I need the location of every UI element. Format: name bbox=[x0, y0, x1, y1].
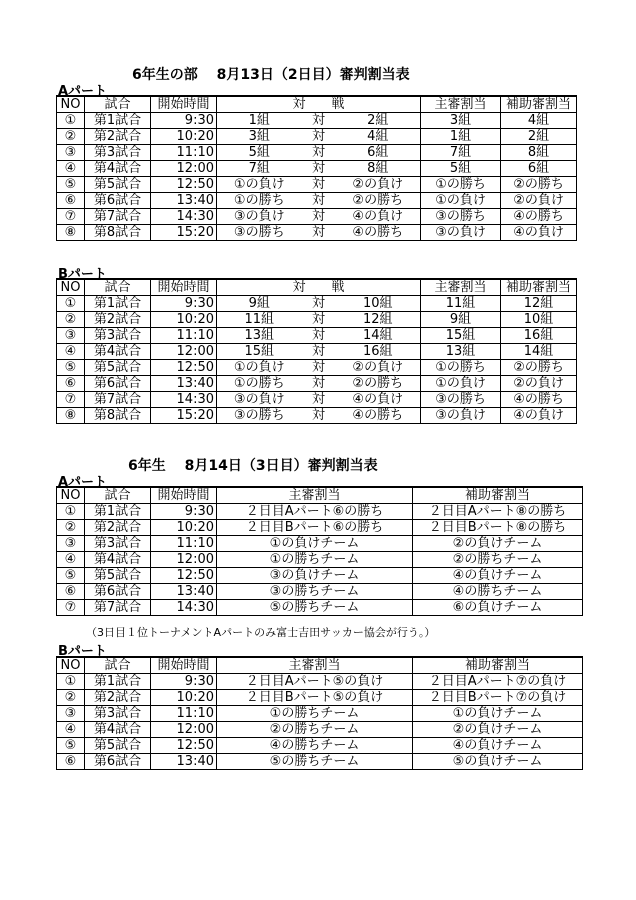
day2-partb-table bbox=[56, 278, 577, 424]
row-vs: 対 bbox=[302, 392, 336, 408]
row-game: 第6試合 bbox=[85, 193, 151, 209]
row-team1: 9組 bbox=[217, 296, 302, 312]
row-team2: ④の負け bbox=[336, 392, 421, 408]
row-start-time: 9:30 bbox=[151, 113, 217, 129]
row-no: ⑥ bbox=[57, 754, 85, 770]
row-main-referee: ③の負け bbox=[421, 408, 501, 424]
row-no: ④ bbox=[57, 722, 85, 738]
header-no: NO bbox=[57, 279, 85, 296]
row-main-referee: 5組 bbox=[421, 161, 501, 177]
row-vs: 対 bbox=[302, 113, 336, 129]
row-game: 第3試合 bbox=[85, 706, 151, 722]
row-assistant-referee: ②の負け bbox=[501, 376, 577, 392]
row-assistant-referee: ⑥の負けチーム bbox=[413, 600, 583, 616]
row-assistant-referee: ②の負けチーム bbox=[413, 536, 583, 552]
table-row bbox=[57, 674, 583, 690]
header-start-time: 開始時間 bbox=[151, 657, 217, 674]
row-game: 第2試合 bbox=[85, 129, 151, 145]
day3-title: 6年生 8月14日（3日目）審判割当表 bbox=[128, 458, 378, 474]
row-team2: ④の勝ち bbox=[336, 408, 421, 424]
row-main-referee: ①の勝ち bbox=[421, 177, 501, 193]
day3-partb-table bbox=[56, 656, 583, 770]
row-main-referee: ⑤の勝ちチーム bbox=[217, 754, 413, 770]
row-main-referee: 9組 bbox=[421, 312, 501, 328]
table-row bbox=[57, 129, 577, 145]
row-vs: 対 bbox=[302, 161, 336, 177]
row-no: ⑤ bbox=[57, 177, 85, 193]
row-start-time: 13:40 bbox=[151, 193, 217, 209]
table-row bbox=[57, 113, 577, 129]
table-row bbox=[57, 520, 583, 536]
row-no: ③ bbox=[57, 328, 85, 344]
row-team1: 3組 bbox=[217, 129, 302, 145]
table-row bbox=[57, 706, 583, 722]
row-main-referee: ２日目Bパート⑤の負け bbox=[217, 690, 413, 706]
row-start-time: 10:20 bbox=[151, 129, 217, 145]
day2-title: 6年生の部 8月13日（2日目）審判割当表 bbox=[132, 67, 410, 83]
row-team1: 15組 bbox=[217, 344, 302, 360]
row-no: ⑧ bbox=[57, 408, 85, 424]
table-row bbox=[57, 376, 577, 392]
row-main-referee: 13組 bbox=[421, 344, 501, 360]
row-main-referee: ①の勝ち bbox=[421, 360, 501, 376]
row-assistant-referee: ２日目Bパート⑧の勝ち bbox=[413, 520, 583, 536]
row-game: 第7試合 bbox=[85, 600, 151, 616]
row-start-time: 9:30 bbox=[151, 504, 217, 520]
table-row bbox=[57, 177, 577, 193]
table-row bbox=[57, 722, 583, 738]
row-main-referee: ③の勝ち bbox=[421, 209, 501, 225]
row-start-time: 15:20 bbox=[151, 225, 217, 241]
table-row bbox=[57, 504, 583, 520]
table-row bbox=[57, 408, 577, 424]
row-game: 第3試合 bbox=[85, 328, 151, 344]
row-team1: 5組 bbox=[217, 145, 302, 161]
row-assistant-referee: ④の負け bbox=[501, 225, 577, 241]
row-start-time: 12:00 bbox=[151, 344, 217, 360]
header-game: 試合 bbox=[85, 487, 151, 504]
row-main-referee: ②の勝ちチーム bbox=[217, 722, 413, 738]
row-main-referee: ①の負けチーム bbox=[217, 536, 413, 552]
day3-parta-note: （3日目１位トーナメントAパートのみ富士吉田サッカー協会が行う。） bbox=[86, 626, 436, 639]
table-row bbox=[57, 536, 583, 552]
row-game: 第2試合 bbox=[85, 690, 151, 706]
row-vs: 対 bbox=[302, 129, 336, 145]
row-start-time: 11:10 bbox=[151, 706, 217, 722]
row-assistant-referee: 16組 bbox=[501, 328, 577, 344]
table-row bbox=[57, 600, 583, 616]
header-start-time: 開始時間 bbox=[151, 487, 217, 504]
row-main-referee: ⑤の勝ちチーム bbox=[217, 600, 413, 616]
row-team2: ②の勝ち bbox=[336, 376, 421, 392]
row-team1: ①の勝ち bbox=[217, 193, 302, 209]
row-main-referee: ③の負け bbox=[421, 225, 501, 241]
row-assistant-referee: ④の勝ち bbox=[501, 209, 577, 225]
row-no: ② bbox=[57, 312, 85, 328]
row-main-referee: ２日目Bパート⑥の勝ち bbox=[217, 520, 413, 536]
row-no: ① bbox=[57, 296, 85, 312]
row-main-referee: ２日目Aパート⑤の負け bbox=[217, 674, 413, 690]
day2-parta-table bbox=[56, 95, 577, 241]
header-no: NO bbox=[57, 487, 85, 504]
row-main-referee: 1組 bbox=[421, 129, 501, 145]
table-row bbox=[57, 145, 577, 161]
row-team1: ①の勝ち bbox=[217, 376, 302, 392]
row-no: ② bbox=[57, 520, 85, 536]
row-team2: 8組 bbox=[336, 161, 421, 177]
row-start-time: 12:50 bbox=[151, 568, 217, 584]
row-assistant-referee: ⑤の負けチーム bbox=[413, 754, 583, 770]
row-vs: 対 bbox=[302, 360, 336, 376]
row-no: ③ bbox=[57, 145, 85, 161]
row-assistant-referee: ④の負けチーム bbox=[413, 568, 583, 584]
row-main-referee: ③の勝ち bbox=[421, 392, 501, 408]
row-team2: 12組 bbox=[336, 312, 421, 328]
row-start-time: 12:50 bbox=[151, 177, 217, 193]
table-row bbox=[57, 296, 577, 312]
row-start-time: 14:30 bbox=[151, 600, 217, 616]
header-assistant-referee: 補助審割当 bbox=[413, 657, 583, 674]
row-start-time: 13:40 bbox=[151, 754, 217, 770]
row-start-time: 9:30 bbox=[151, 296, 217, 312]
row-game: 第5試合 bbox=[85, 568, 151, 584]
table-row bbox=[57, 209, 577, 225]
row-team2: 16組 bbox=[336, 344, 421, 360]
header-no: NO bbox=[57, 96, 85, 113]
row-team2: 14組 bbox=[336, 328, 421, 344]
row-main-referee: 15組 bbox=[421, 328, 501, 344]
table-row bbox=[57, 552, 583, 568]
row-team2: 10組 bbox=[336, 296, 421, 312]
row-no: ③ bbox=[57, 706, 85, 722]
row-assistant-referee: 10組 bbox=[501, 312, 577, 328]
row-no: ① bbox=[57, 674, 85, 690]
row-team2: 4組 bbox=[336, 129, 421, 145]
row-assistant-referee: ②の勝ちチーム bbox=[413, 552, 583, 568]
row-assistant-referee: 4組 bbox=[501, 113, 577, 129]
table-row bbox=[57, 312, 577, 328]
row-no: ⑥ bbox=[57, 584, 85, 600]
row-assistant-referee: ２日目Bパート⑦の負け bbox=[413, 690, 583, 706]
header-main-referee: 主審割当 bbox=[217, 657, 413, 674]
row-team1: 13組 bbox=[217, 328, 302, 344]
row-start-time: 11:10 bbox=[151, 145, 217, 161]
row-start-time: 12:00 bbox=[151, 722, 217, 738]
row-main-referee: ①の勝ちチーム bbox=[217, 552, 413, 568]
row-team2: ④の勝ち bbox=[336, 225, 421, 241]
row-vs: 対 bbox=[302, 408, 336, 424]
table-row bbox=[57, 193, 577, 209]
row-main-referee: ③の勝ちチーム bbox=[217, 584, 413, 600]
row-vs: 対 bbox=[302, 225, 336, 241]
row-no: ⑤ bbox=[57, 360, 85, 376]
row-start-time: 12:00 bbox=[151, 552, 217, 568]
row-game: 第6試合 bbox=[85, 584, 151, 600]
header-row bbox=[57, 96, 577, 113]
row-vs: 対 bbox=[302, 193, 336, 209]
row-start-time: 10:20 bbox=[151, 312, 217, 328]
row-team1: 11組 bbox=[217, 312, 302, 328]
row-no: ⑦ bbox=[57, 209, 85, 225]
table-row bbox=[57, 738, 583, 754]
row-vs: 対 bbox=[302, 344, 336, 360]
row-game: 第4試合 bbox=[85, 344, 151, 360]
row-no: ② bbox=[57, 129, 85, 145]
row-no: ① bbox=[57, 113, 85, 129]
table-row bbox=[57, 328, 577, 344]
row-start-time: 13:40 bbox=[151, 376, 217, 392]
row-assistant-referee: ④の勝ち bbox=[501, 392, 577, 408]
day3-parta-table bbox=[56, 486, 583, 616]
row-no: ⑥ bbox=[57, 376, 85, 392]
row-assistant-referee: ④の勝ちチーム bbox=[413, 584, 583, 600]
table-row bbox=[57, 360, 577, 376]
row-team1: ③の勝ち bbox=[217, 408, 302, 424]
header-main-referee: 主審割当 bbox=[421, 96, 501, 113]
row-main-referee: ④の勝ちチーム bbox=[217, 738, 413, 754]
header-start-time: 開始時間 bbox=[151, 96, 217, 113]
row-main-referee: ③の負けチーム bbox=[217, 568, 413, 584]
row-assistant-referee: ２日目Aパート⑦の負け bbox=[413, 674, 583, 690]
row-main-referee: ①の負け bbox=[421, 193, 501, 209]
row-team2: ②の勝ち bbox=[336, 193, 421, 209]
row-team2: ④の負け bbox=[336, 209, 421, 225]
row-game: 第4試合 bbox=[85, 552, 151, 568]
row-no: ⑦ bbox=[57, 600, 85, 616]
header-assistant-referee: 補助審割当 bbox=[501, 279, 577, 296]
header-start-time: 開始時間 bbox=[151, 279, 217, 296]
row-team1: ③の負け bbox=[217, 392, 302, 408]
row-main-referee: ①の勝ちチーム bbox=[217, 706, 413, 722]
row-team1: 7組 bbox=[217, 161, 302, 177]
row-game: 第8試合 bbox=[85, 225, 151, 241]
row-game: 第5試合 bbox=[85, 177, 151, 193]
row-game: 第1試合 bbox=[85, 113, 151, 129]
row-no: ④ bbox=[57, 161, 85, 177]
row-start-time: 12:50 bbox=[151, 738, 217, 754]
row-vs: 対 bbox=[302, 209, 336, 225]
row-game: 第7試合 bbox=[85, 392, 151, 408]
row-team2: ②の負け bbox=[336, 177, 421, 193]
row-game: 第6試合 bbox=[85, 754, 151, 770]
row-vs: 対 bbox=[302, 145, 336, 161]
table-row bbox=[57, 754, 583, 770]
row-game: 第2試合 bbox=[85, 520, 151, 536]
row-game: 第3試合 bbox=[85, 536, 151, 552]
row-start-time: 14:30 bbox=[151, 209, 217, 225]
header-row bbox=[57, 657, 583, 674]
row-no: ⑤ bbox=[57, 568, 85, 584]
row-game: 第5試合 bbox=[85, 360, 151, 376]
row-main-referee: ２日目Aパート⑥の勝ち bbox=[217, 504, 413, 520]
row-assistant-referee: ②の勝ち bbox=[501, 177, 577, 193]
row-assistant-referee: ①の負けチーム bbox=[413, 706, 583, 722]
day3-partb-label: Bパート bbox=[58, 644, 107, 659]
row-team1: ③の勝ち bbox=[217, 225, 302, 241]
row-game: 第1試合 bbox=[85, 674, 151, 690]
row-main-referee: 7組 bbox=[421, 145, 501, 161]
table-row bbox=[57, 161, 577, 177]
header-match: 対 戦 bbox=[217, 96, 421, 113]
row-no: ⑦ bbox=[57, 392, 85, 408]
row-main-referee: ①の負け bbox=[421, 376, 501, 392]
row-team1: ①の負け bbox=[217, 360, 302, 376]
row-no: ⑤ bbox=[57, 738, 85, 754]
header-game: 試合 bbox=[85, 96, 151, 113]
row-main-referee: 11組 bbox=[421, 296, 501, 312]
header-main-referee: 主審割当 bbox=[217, 487, 413, 504]
row-game: 第1試合 bbox=[85, 504, 151, 520]
row-team2: 6組 bbox=[336, 145, 421, 161]
row-no: ② bbox=[57, 690, 85, 706]
row-start-time: 12:00 bbox=[151, 161, 217, 177]
row-assistant-referee: 12組 bbox=[501, 296, 577, 312]
table-row bbox=[57, 392, 577, 408]
row-assistant-referee: ④の負け bbox=[501, 408, 577, 424]
day2-partb-label: Bパート bbox=[58, 267, 107, 282]
row-start-time: 11:10 bbox=[151, 328, 217, 344]
row-game: 第8試合 bbox=[85, 408, 151, 424]
header-assistant-referee: 補助審割当 bbox=[413, 487, 583, 504]
row-start-time: 10:20 bbox=[151, 690, 217, 706]
row-vs: 対 bbox=[302, 177, 336, 193]
row-start-time: 15:20 bbox=[151, 408, 217, 424]
row-no: ③ bbox=[57, 536, 85, 552]
row-game: 第2試合 bbox=[85, 312, 151, 328]
row-assistant-referee: ２日目Aパート⑧の勝ち bbox=[413, 504, 583, 520]
row-vs: 対 bbox=[302, 376, 336, 392]
row-team1: 1組 bbox=[217, 113, 302, 129]
row-start-time: 10:20 bbox=[151, 520, 217, 536]
header-game: 試合 bbox=[85, 279, 151, 296]
row-assistant-referee: ②の負け bbox=[501, 193, 577, 209]
row-start-time: 12:50 bbox=[151, 360, 217, 376]
row-assistant-referee: 2組 bbox=[501, 129, 577, 145]
row-team2: ②の負け bbox=[336, 360, 421, 376]
table-row bbox=[57, 690, 583, 706]
row-no: ① bbox=[57, 504, 85, 520]
header-match: 対 戦 bbox=[217, 279, 421, 296]
row-no: ⑥ bbox=[57, 193, 85, 209]
day2-parta-label: Aパート bbox=[58, 84, 108, 99]
row-game: 第4試合 bbox=[85, 722, 151, 738]
row-team1: ③の負け bbox=[217, 209, 302, 225]
header-row bbox=[57, 487, 583, 504]
row-game: 第5試合 bbox=[85, 738, 151, 754]
row-main-referee: 3組 bbox=[421, 113, 501, 129]
header-main-referee: 主審割当 bbox=[421, 279, 501, 296]
row-game: 第4試合 bbox=[85, 161, 151, 177]
row-vs: 対 bbox=[302, 312, 336, 328]
row-start-time: 9:30 bbox=[151, 674, 217, 690]
row-game: 第7試合 bbox=[85, 209, 151, 225]
table-row bbox=[57, 225, 577, 241]
row-start-time: 14:30 bbox=[151, 392, 217, 408]
row-game: 第6試合 bbox=[85, 376, 151, 392]
table-row bbox=[57, 584, 583, 600]
row-assistant-referee: 14組 bbox=[501, 344, 577, 360]
row-assistant-referee: ②の負けチーム bbox=[413, 722, 583, 738]
header-assistant-referee: 補助審割当 bbox=[501, 96, 577, 113]
row-no: ④ bbox=[57, 552, 85, 568]
row-assistant-referee: ④の負けチーム bbox=[413, 738, 583, 754]
row-start-time: 11:10 bbox=[151, 536, 217, 552]
table-row bbox=[57, 568, 583, 584]
table-row bbox=[57, 344, 577, 360]
row-team1: ①の負け bbox=[217, 177, 302, 193]
header-row bbox=[57, 279, 577, 296]
header-game: 試合 bbox=[85, 657, 151, 674]
row-vs: 対 bbox=[302, 296, 336, 312]
row-assistant-referee: 8組 bbox=[501, 145, 577, 161]
row-team2: 2組 bbox=[336, 113, 421, 129]
row-game: 第3試合 bbox=[85, 145, 151, 161]
row-game: 第1試合 bbox=[85, 296, 151, 312]
row-no: ⑧ bbox=[57, 225, 85, 241]
header-no: NO bbox=[57, 657, 85, 674]
row-assistant-referee: ②の勝ち bbox=[501, 360, 577, 376]
day3-parta-label: Aパート bbox=[58, 475, 108, 490]
row-vs: 対 bbox=[302, 328, 336, 344]
row-no: ④ bbox=[57, 344, 85, 360]
row-start-time: 13:40 bbox=[151, 584, 217, 600]
row-assistant-referee: 6組 bbox=[501, 161, 577, 177]
